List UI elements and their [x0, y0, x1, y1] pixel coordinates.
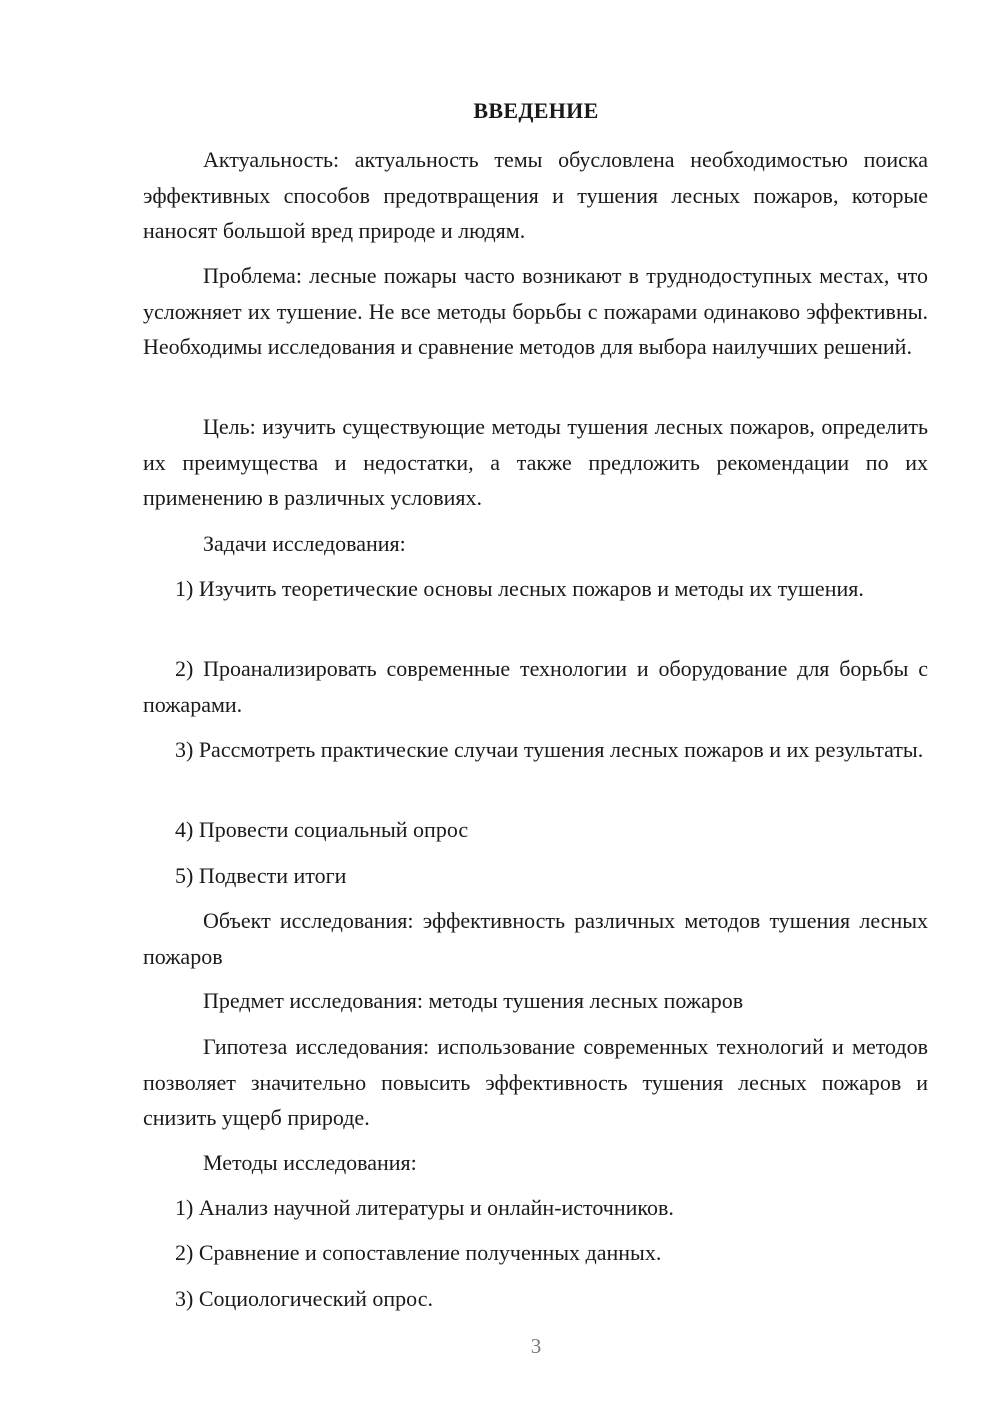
- paragraph-object: Объект исследования: эффективность различных методов тушения лесных пожаров: [143, 908, 928, 969]
- method-item-2: 2) Сравнение и сопоставление полученных данных.: [175, 1240, 662, 1265]
- paragraph-relevance: Актуальность: актуальность темы обусловлена необходимостью поиска эффективных способов предотвращения и тушения лесных пожаров, которые наносят большой вред природе и людям.: [143, 147, 928, 243]
- paragraph-problem: Проблема: лесные пожары часто возникают в труднодоступных местах, что усложняет их тушение. Не все методы борьбы с пожарами одинаково эффективны. Необходимы исследования и сравнение методов для выбора наилучших решений.: [143, 263, 928, 359]
- task-item-5: 5) Подвести итоги: [175, 863, 347, 888]
- task-item-2: 2) Проанализировать современные технологии и оборудование для борьбы с пожарами.: [143, 656, 928, 717]
- paragraph-hypothesis: Гипотеза исследования: использование современных технологий и методов позволяет значительно повысить эффективность тушения лесных пожаров и снизить ущерб природе.: [143, 1034, 928, 1130]
- paragraph-methods-heading: Методы исследования:: [203, 1150, 417, 1175]
- task-item-3: 3) Рассмотреть практические случаи тушения лесных пожаров и их результаты.: [175, 737, 924, 762]
- task-item-1: 1) Изучить теоретические основы лесных пожаров и методы их тушения.: [175, 576, 864, 601]
- task-item-4: 4) Провести социальный опрос: [175, 817, 469, 842]
- method-item-1: 1) Анализ научной литературы и онлайн-источников.: [175, 1195, 674, 1220]
- paragraph-tasks-heading: Задачи исследования:: [203, 531, 406, 556]
- paragraph-subject: Предмет исследования: методы тушения лесных пожаров: [203, 988, 744, 1013]
- method-item-3: 3) Социологический опрос.: [175, 1286, 433, 1311]
- page-number: 3: [530, 1334, 542, 1358]
- paragraph-goal: Цель: изучить существующие методы тушения лесных пожаров, определить их преимущества и недостатки, а также предложить рекомендации по их применению в различных условиях.: [143, 414, 928, 510]
- page-title: ВВЕДЕНИЕ: [473, 98, 599, 123]
